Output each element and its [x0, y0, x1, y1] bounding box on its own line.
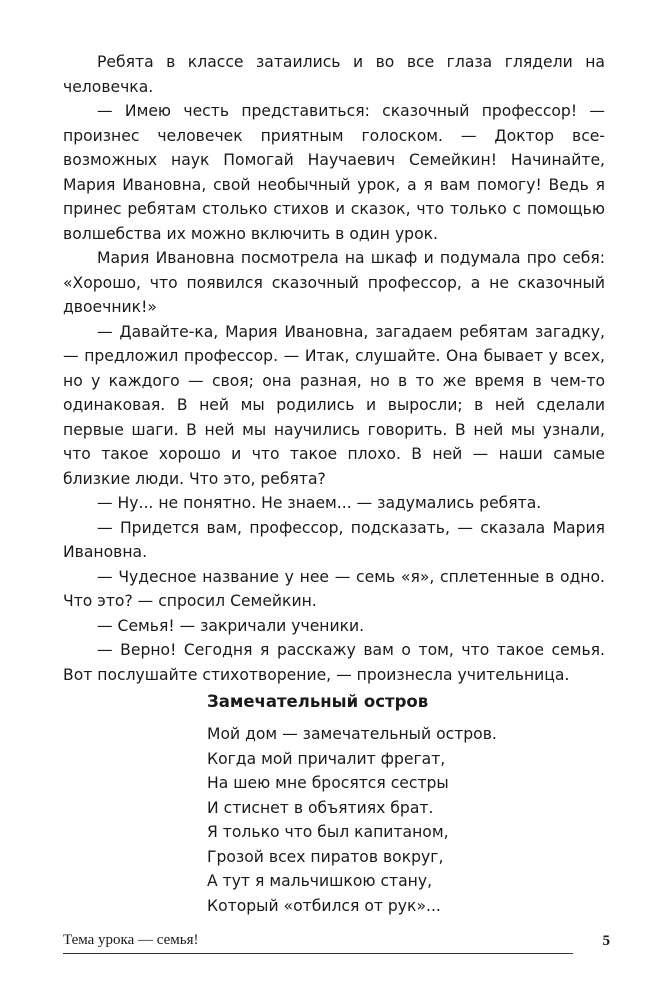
page-number: 5 — [602, 933, 610, 949]
poem-line-1: Мой дом — замечательный остров. — [207, 725, 497, 743]
poem-line-4: И стиснет в объятиях брат. — [207, 798, 434, 817]
poem-line-2: Когда мой причалит фрегат, — [207, 749, 446, 768]
running-footer-title: Тема урока — семья! — [63, 932, 199, 948]
paragraph-1: Ребята в классе затаились и во все глаза глядели на человечка. — [63, 53, 605, 96]
poem-line-8: Который «отбился от рук»... — [207, 896, 441, 915]
paragraph-6: — Придется вам, профессор, подсказать, — сказала Мария Ивановна. — [63, 518, 605, 561]
paragraph-7: — Чудесное название у нее — семь «я», сплетенные в одно. Что это? — спросил Семейкин. — [63, 567, 605, 610]
paragraph-9: — Верно! Сегодня я расскажу вам о том, что такое семья. Вот послушайте стихотворение, — произнесла учительница. — [63, 641, 605, 684]
paragraph-4: — Давайте-ка, Мария Ивановна, загадаем ребятам загадку, — предложил профессор. — Итак, слушайте. Она бывает у всех, но у каждого — своя; она разная, но в то же время в чем-то одинаковая. В ней мы родились и выросли; в ней сделали первые шаги. В ней мы научились говорить. В ней мы узнали, что такое хорошо и что такое плохо. В ней — наши самые близкие люди. Что это, ребята? — [63, 322, 605, 488]
poem — [207, 690, 607, 918]
footer-divider — [63, 953, 573, 954]
poem-line-6: Грозой всех пиратов вокруг, — [207, 847, 444, 866]
poem-title: Замечательный остров — [207, 692, 429, 711]
paragraph-5: — Ну... не понятно. Не знаем... — задумались ребята. — [97, 494, 542, 512]
paragraph-8: — Семья! — закричали ученики. — [97, 616, 365, 635]
poem-line-3: На шею мне бросятся сестры — [207, 774, 449, 792]
paragraph-2: — Имею честь представиться: сказочный профессор! — произнес человечек приятным голоском. — Доктор всевозможных наук Помогай Научаевич Семейкин! Начинайте, Мария Ивановна, свой необычный урок, а я вам помогу! Ведь я принес ребятам столько стихов и сказок, что только с помощью волшебства их можно включить в один урок. — [63, 102, 605, 243]
poem-line-5: Я только что был капитаном, — [207, 823, 449, 841]
body-text — [63, 50, 605, 687]
paragraph-3: Мария Ивановна посмотрела на шкаф и подумала про себя: «Хорошо, что появился сказочный профессор, а не сказочный двоечник!» — [63, 249, 605, 316]
poem-line-7: А тут я мальчишкою стану, — [207, 872, 433, 890]
